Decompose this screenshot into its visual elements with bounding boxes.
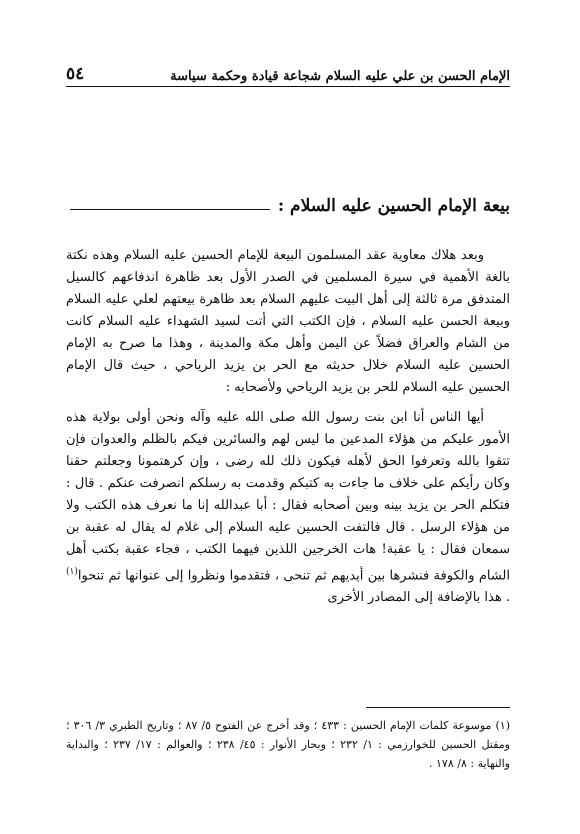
body-text (66, 245, 510, 609)
paragraph: وبعد هلاك معاوية عقد المسلمون البيعة للإمام الحسين عليه السلام وهذه نكتة بالغة الأهمية في سيرة المسلمين في الصدر الأول بعد ظاهرة اندفاعهم كالسيل المتدفق مرة ثالثة إلى أهل البيت عليهم السلام بعد ظاهرة بيعتهم لعلي عليه السلام وبيعة الحسن عليه السلام ، فإن الكتب التي أتت لسيد الشهداء عليه السلام كانت من الشام والعراق فضلاً عن اليمن وأهل مكة والمدينة ، وهذا ما صرح به الإمام الحسين عليه السلام خلال حديثه مع الحر بن يزيد الرياحي ، حيث قال الإمام الحسين عليه السلام للحر بن يزيد الرياحي ولأصحابه : (66, 248, 510, 395)
footnotes (66, 716, 510, 773)
paragraph (66, 407, 510, 609)
page-header (66, 56, 510, 84)
heading-underline (70, 209, 270, 210)
quote-text: أيها الناس أنا ابن بنت رسول الله صلى الله عليه وآله ونحن أولى بولاية هذه الأمور عليكم من هؤلاء المدعين ما ليس لهم والسائرين فيكم بالظلم والعدوان فإن تتقوا بالله وتعرفوا الحق لأهله فيكون ذلك لله رضى ، وإن كرهتمونا وجعلتم حقنا وكان رأيكم على خلاف ما جاءت به كتبكم وقدمت به رسلكم انصرفت عنكم . قال : فتكلم الحر بن يزيد بينه وبين أصحابه فقال : أبا عبدالله إنا ما نعرف هذه الكتب ولا من هؤلاء الرسل . قال فالتفت الحسين عليه السلام إلى غلام له يقال له عقبة بن سمعان فقال : يا عقبة! هات الخرجين اللذين فيهما الكتب ، فجاء عقبة بكتب أهل الشام والكوفة فنشرها بين أيديهم ثم تنحى ، فتقدموا ونظروا إلى عنوانها ثم تنحوا (66, 410, 510, 584)
running-title: الإمام الحسن بن علي عليه السلام شجاعة قيادة وحكمة سياسة (170, 69, 510, 84)
quote-tail: . هذا بالإضافة إلى المصادر الأخرى (327, 590, 510, 606)
footnote-reference: (١) (66, 567, 78, 577)
page-number: ٥٤ (66, 64, 85, 84)
footnote: (١) موسوعة كلمات الإمام الحسين : ٤٣٣ ؛ وقد أخرج عن الفتوح ٥/ ٨٧ ؛ وتاريخ الطبري ٣/ ٣٠٦ ؛ ومقتل الحسين للخوارزمي : ١/ ٢٣٢ ؛ وبحار الأنوار : ٤٥/ ٢٣٨ ؛ والعوالم : ١٧/ ٢٣٧ ؛ والبداية والنهاية : ٨/ ١٧٨ . (66, 719, 510, 770)
section-heading (70, 186, 510, 216)
section-title: بيعة الإمام الحسين عليه السلام : (277, 196, 510, 216)
footnote-separator (366, 707, 510, 708)
header-rule (66, 86, 510, 87)
